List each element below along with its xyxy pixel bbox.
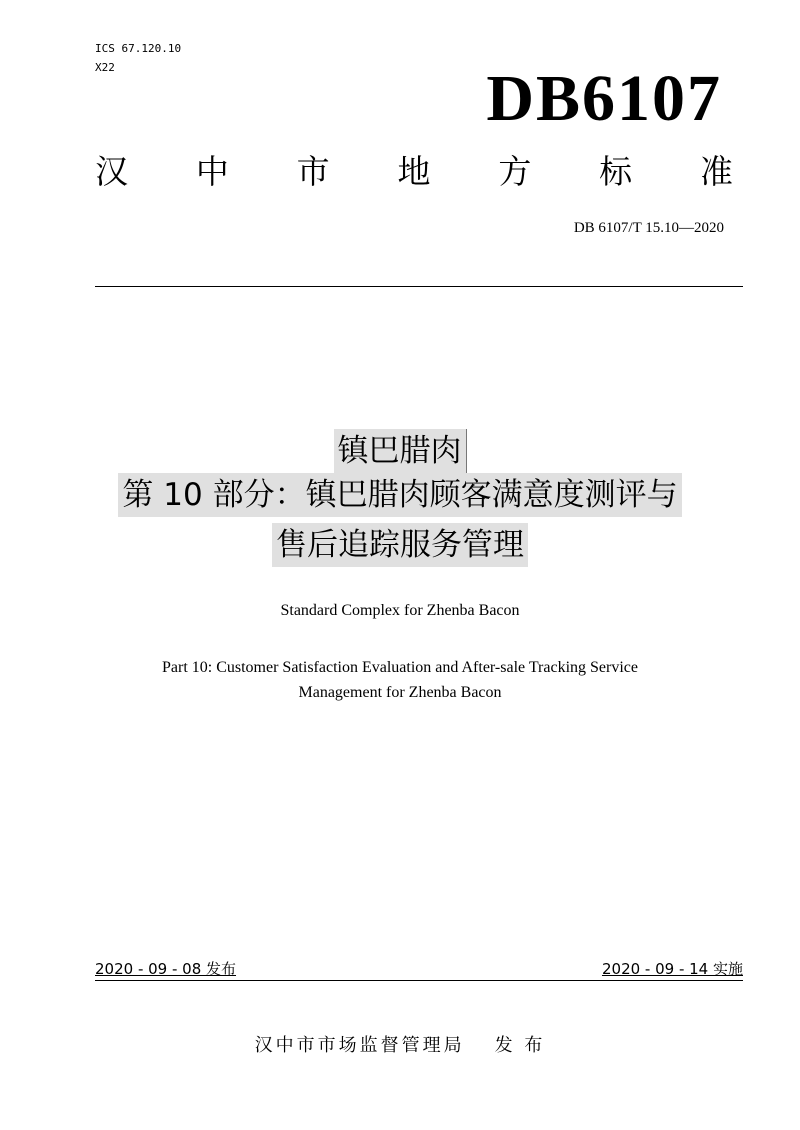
issuer-action: 发 布 [494,1035,546,1056]
issuer-name: 汉中市市场监督管理局 [254,1035,465,1056]
dates-row [95,958,743,981]
title-zh-line-1[interactable] [0,433,800,469]
header-divider [95,286,743,287]
category-char: 市 [296,152,330,191]
category-char: 准 [699,152,733,191]
category-char: 方 [498,152,532,191]
category-char: 标 [599,152,633,191]
title-zh-line-3[interactable] [0,527,800,563]
title-zh-text-1[interactable]: 镇巴腊肉 [334,429,467,473]
title-zh-text-3[interactable]: 售后追踪服务管理 [272,523,528,567]
ics-code: ICS 67.120.10 [95,42,182,55]
title-en-part-line-2: Management for Zhenba Bacon [298,684,502,701]
category-char: 汉 [95,152,128,191]
standard-code: DB6107 [486,62,722,135]
title-en-part [0,655,800,705]
title-en-part-line-1: Part 10: Customer Satisfaction Evaluation and After-sale Tracking Service [161,659,639,676]
title-en-main: Standard Complex for Zhenba Bacon [280,602,520,619]
issuer [0,1031,800,1057]
title-zh-text-2[interactable]: 第 10 部分：镇巴腊肉顾客满意度测评与 [118,473,681,517]
title-zh-line-2[interactable] [0,477,800,513]
release-date: 2020 - 09 - 08 发布 [95,960,237,978]
standard-category [95,152,733,191]
category-char: 地 [397,152,431,191]
standard-number: DB 6107/T 15.10—2020 [573,220,724,236]
classification-code: X22 [95,61,115,74]
implement-date: 2020 - 09 - 14 实施 [601,960,743,978]
category-char: 中 [195,152,229,191]
